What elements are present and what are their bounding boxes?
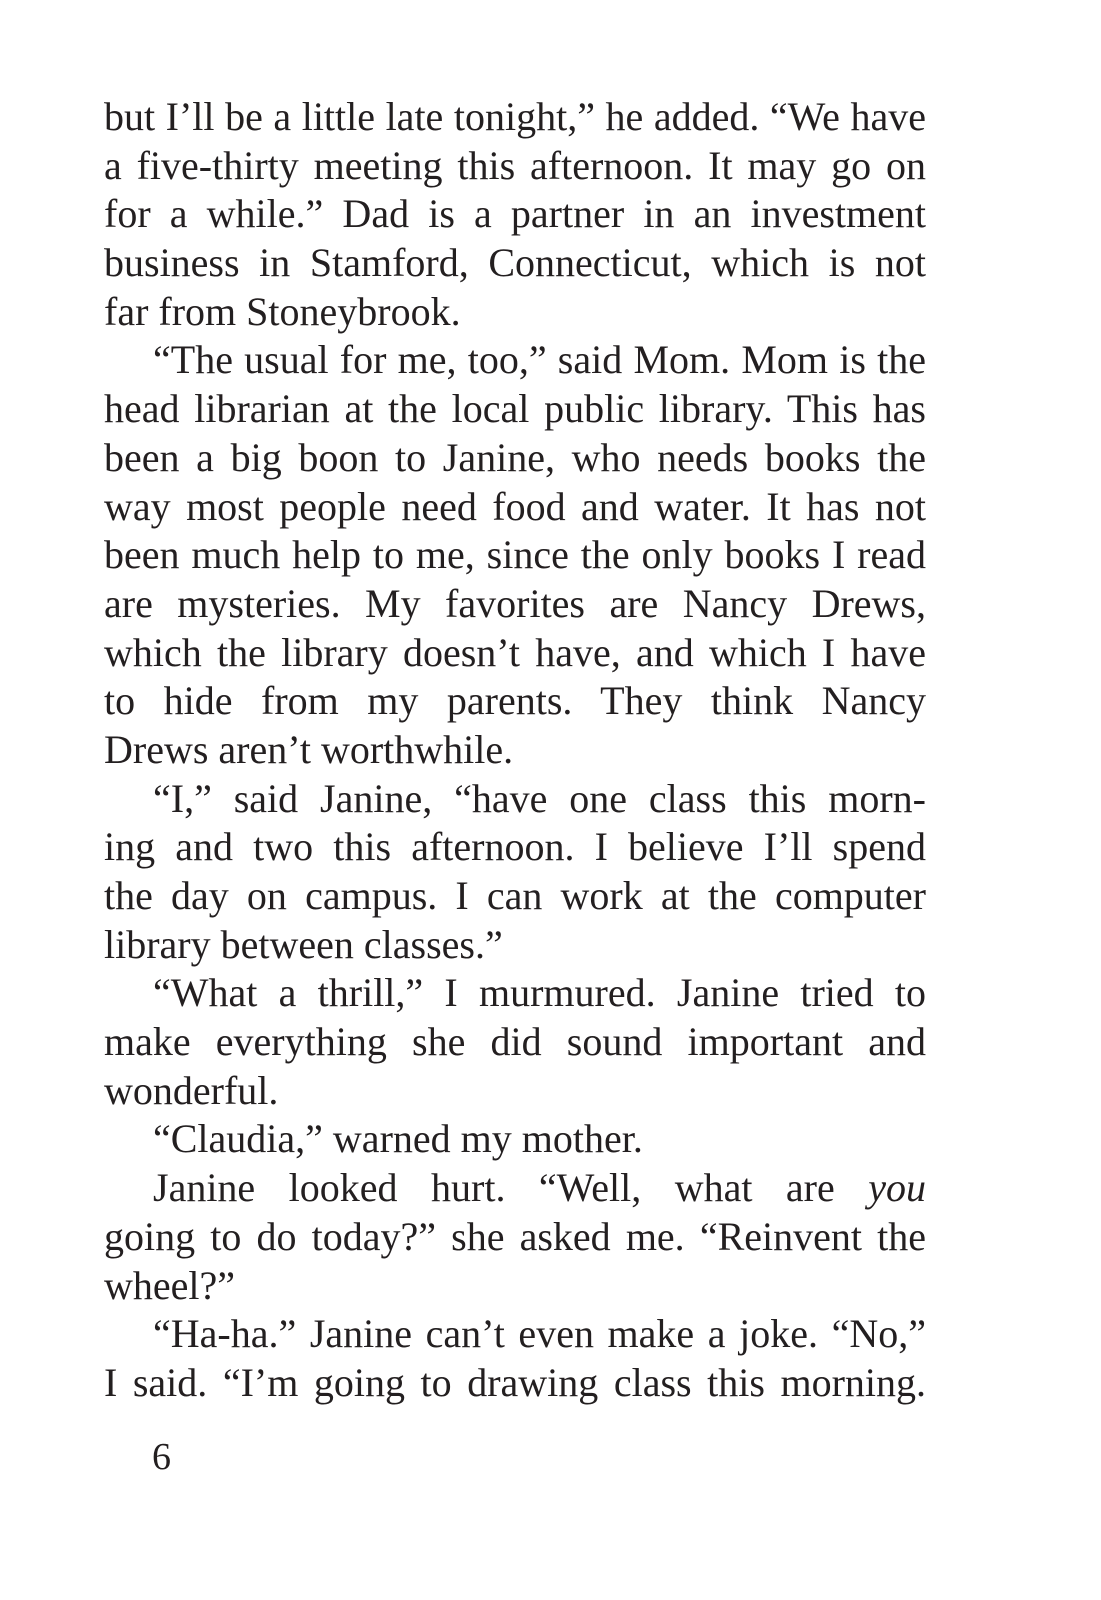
text-line: a five-thirty meeting this afternoon. It may go on	[104, 142, 926, 188]
text-line: business in Stamford, Connecticut, which is not	[104, 240, 926, 286]
text-line: going to do today?” she asked me. “Reinvent the	[104, 1213, 926, 1259]
text-line: Drews aren’t worthwhile.	[104, 726, 514, 772]
text-line: to hide from my parents. They think Nancy	[104, 678, 926, 724]
text-line: I said. “I’m going to drawing class this morning.	[104, 1359, 926, 1405]
text-line: head librarian at the local public library. This has	[104, 386, 926, 432]
text-line: Janine looked hurt. “Well, what are you	[153, 1165, 926, 1211]
text-line: “What a thrill,” I murmured. Janine tried to	[153, 970, 926, 1016]
text-line: way most people need food and water. It has not	[104, 483, 926, 529]
text-line: wonderful.	[104, 1067, 279, 1113]
text-line: “I,” said Janine, “have one class this morn-	[153, 775, 926, 821]
text-line: the day on campus. I can work at the computer	[104, 873, 926, 918]
page-number: 6	[152, 1436, 171, 1478]
text-line: are mysteries. My favorites are Nancy Drews,	[104, 580, 926, 626]
text-line: wheel?”	[104, 1262, 236, 1308]
italic-emphasis: you	[868, 1165, 926, 1211]
text-line: but I’ll be a little late tonight,” he added. “We have	[104, 94, 926, 139]
text-line: ing and two this afternoon. I believe I’ll spend	[104, 824, 926, 870]
text-line: which the library doesn’t have, and which I have	[104, 629, 926, 675]
text-line: been a big boon to Janine, who needs books the	[104, 434, 926, 480]
body-text	[104, 93, 926, 1408]
text-line: far from Stoneybrook.	[104, 288, 461, 334]
text-line: “Ha-ha.” Janine can’t even make a joke. “No,”	[153, 1311, 926, 1357]
text-line: “Claudia,” warned my mother.	[153, 1116, 643, 1162]
text-line: “The usual for me, too,” said Mom. Mom is the	[153, 337, 926, 383]
text-line: been much help to me, since the only books I read	[104, 532, 926, 578]
text-line: for a while.” Dad is a partner in an investment	[104, 191, 926, 237]
text-line: library between classes.”	[104, 921, 503, 967]
text-line: make everything she did sound important and	[104, 1019, 926, 1065]
